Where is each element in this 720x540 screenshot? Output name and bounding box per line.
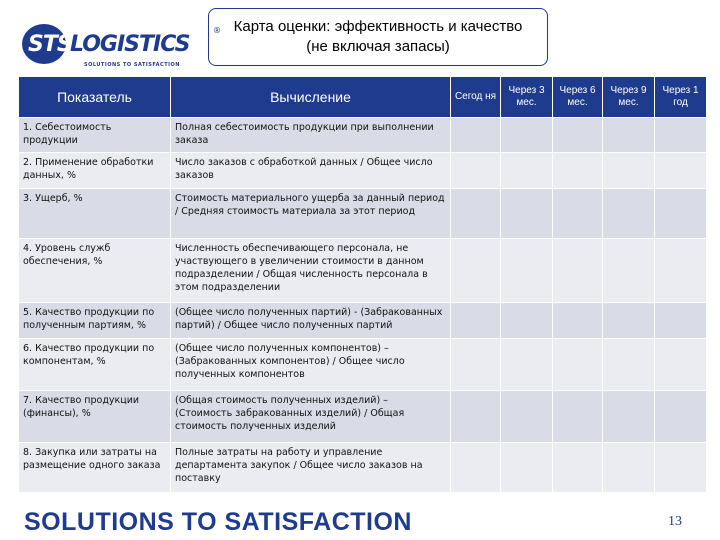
value-cell	[655, 153, 707, 189]
indicator-cell: 3. Ущерб, %	[19, 189, 171, 239]
value-cell	[501, 118, 553, 153]
value-cell	[553, 153, 603, 189]
calculation-cell: Численность обеспечивающего персонала, не участвующего в увеличении стоимости в данном подразделении / Общая численность персонала в этом подразделении	[171, 239, 451, 303]
column-header-6-months: Через 6 мес.	[553, 77, 603, 118]
value-cell	[655, 189, 707, 239]
value-cell	[451, 391, 501, 443]
indicator-cell: 1. Себестоимость продукции	[19, 118, 171, 153]
value-cell	[603, 443, 655, 493]
table-row	[19, 391, 707, 443]
calculation-cell: (Общее число полученных компонентов) – (Забракованных компонентов) / Общее число полученных компонентов	[171, 339, 451, 391]
column-header-9-months: Через 9 мес.	[603, 77, 655, 118]
value-cell	[603, 303, 655, 339]
column-header-calculation: Вычисление	[171, 77, 451, 118]
value-cell	[501, 153, 553, 189]
value-cell	[603, 391, 655, 443]
company-logo	[22, 22, 221, 72]
indicator-cell: 2. Применение обработки данных, %	[19, 153, 171, 189]
calculation-cell: Число заказов с обработкой данных / Общее число заказов	[171, 153, 451, 189]
value-cell	[501, 339, 553, 391]
value-cell	[501, 303, 553, 339]
registered-mark: ®	[213, 26, 221, 35]
table-row	[19, 239, 707, 303]
value-cell	[655, 118, 707, 153]
value-cell	[501, 239, 553, 303]
value-cell	[603, 239, 655, 303]
value-cell	[451, 443, 501, 493]
value-cell	[603, 118, 655, 153]
evaluation-table	[18, 76, 707, 493]
column-header-3-months: Через 3 мес.	[501, 77, 553, 118]
table-row	[19, 118, 707, 153]
logo-mark-text: STS	[28, 32, 72, 57]
table-row	[19, 303, 707, 339]
table-header-row	[19, 77, 707, 118]
indicator-cell: 8. Закупка или затраты на размещение одного заказа	[19, 443, 171, 493]
value-cell	[451, 303, 501, 339]
value-cell	[655, 443, 707, 493]
indicator-cell: 5. Качество продукции по полученным партиям, %	[19, 303, 171, 339]
table-row	[19, 189, 707, 239]
value-cell	[501, 189, 553, 239]
calculation-cell: (Общее число полученных партий) - (Забракованных партий) / Общее число полученных партий	[171, 303, 451, 339]
value-cell	[603, 339, 655, 391]
value-cell	[603, 189, 655, 239]
logo-wordmark: LOGISTICS	[70, 32, 190, 57]
value-cell	[655, 303, 707, 339]
indicator-cell: 6. Качество продукции по компонентам, %	[19, 339, 171, 391]
value-cell	[451, 118, 501, 153]
value-cell	[553, 391, 603, 443]
value-cell	[603, 153, 655, 189]
value-cell	[553, 339, 603, 391]
value-cell	[451, 339, 501, 391]
value-cell	[655, 339, 707, 391]
value-cell	[655, 391, 707, 443]
value-cell	[451, 189, 501, 239]
value-cell	[553, 443, 603, 493]
table-row	[19, 339, 707, 391]
calculation-cell: (Общая стоимость полученных изделий) – (Стоимость забракованных изделий) / Общая стоимость полученных изделий	[171, 391, 451, 443]
indicator-cell: 7. Качество продукции (финансы), %	[19, 391, 171, 443]
column-header-today: Сегод ня	[451, 77, 501, 118]
logo-tagline: SOLUTIONS TO SATISFACTION	[84, 62, 180, 68]
value-cell	[553, 118, 603, 153]
value-cell	[553, 239, 603, 303]
slide-title-text: Карта оценки: эффективность и качество (не включая запасы)	[233, 18, 523, 55]
footer-slogan: SOLUTIONS TO SATISFACTION	[24, 508, 412, 536]
column-header-indicator: Показатель	[19, 77, 171, 118]
slide-title	[208, 8, 548, 66]
value-cell	[553, 303, 603, 339]
value-cell	[451, 239, 501, 303]
value-cell	[501, 391, 553, 443]
value-cell	[655, 239, 707, 303]
calculation-cell: Полная себестоимость продукции при выполнении заказа	[171, 118, 451, 153]
value-cell	[553, 189, 603, 239]
value-cell	[501, 443, 553, 493]
calculation-cell: Стоимость материального ущерба за данный период / Средняя стоимость материала за этот период	[171, 189, 451, 239]
page-number: 13	[668, 514, 682, 529]
column-header-1-year: Через 1 год	[655, 77, 707, 118]
table-row	[19, 153, 707, 189]
value-cell	[451, 153, 501, 189]
indicator-cell: 4. Уровень служб обеспечения, %	[19, 239, 171, 303]
calculation-cell: Полные затраты на работу и управление департамента закупок / Общее число заказов на поставку	[171, 443, 451, 493]
table-row	[19, 443, 707, 493]
